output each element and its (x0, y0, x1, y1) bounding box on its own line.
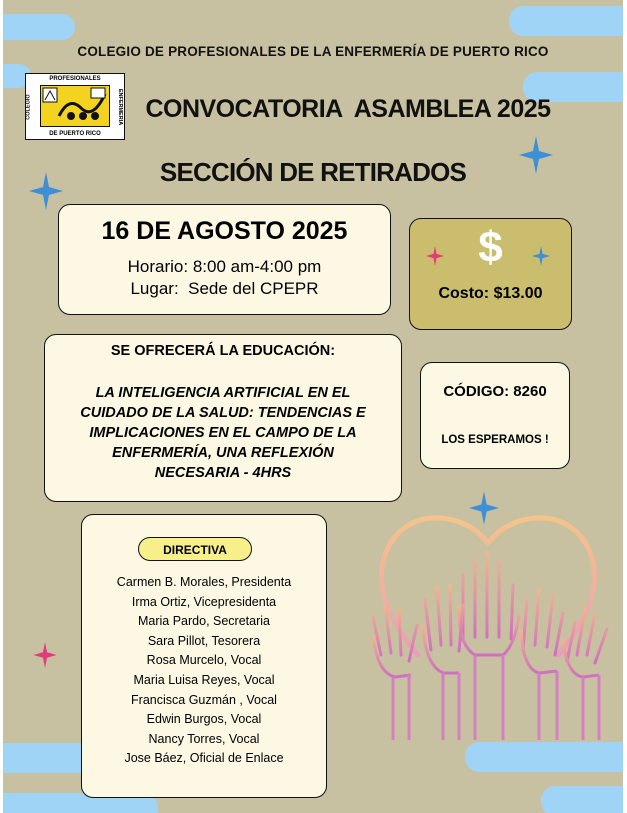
member-name: Carmen B. Morales, Presidenta (116, 575, 292, 589)
topic-line: ENFERMERÍA, UNA REFLEXIÓN (112, 445, 334, 461)
college-logo (25, 73, 125, 140)
code-box (420, 362, 570, 469)
directiva-badge: DIRECTIVA (138, 537, 252, 561)
cloud-decoration (509, 6, 623, 36)
cost-box (409, 218, 572, 330)
star-icon (519, 136, 553, 174)
topic-line: IMPLICACIONES EN EL CAMPO DE LA (89, 425, 357, 441)
member-name: Maria Pardo, Secretaria (137, 614, 270, 629)
member-name: Maria Luisa Reyes, Vocal (133, 672, 275, 687)
education-box (44, 334, 402, 502)
logo-emblem-icon (41, 86, 109, 126)
event-details-box (58, 204, 391, 315)
star-icon (29, 172, 63, 210)
dollar-icon: $ (478, 223, 503, 272)
topic-line: NECESARIA - 4HRS (154, 465, 292, 481)
cost-label: Costo: $13.00 (438, 285, 543, 302)
topic-line: CUIDADO DE LA SALUD: TENDENCIAS E (80, 405, 366, 421)
flyer (3, 0, 623, 813)
cloud-decoration (541, 786, 623, 813)
member-name: Rosa Murcelo, Vocal (146, 653, 262, 668)
star-icon (33, 642, 57, 668)
section-title: SECCIÓN DE RETIRADOS (159, 157, 467, 187)
directiva-members (82, 573, 326, 769)
event-date: 16 DE AGOSTO 2025 (101, 217, 348, 245)
logo-emblem (40, 85, 110, 127)
event-location: Lugar: Sede del CPEPR (130, 279, 319, 298)
directiva-box (81, 514, 327, 798)
cloud-decoration (3, 14, 75, 40)
topic-line: LA INTELIGENCIA ARTIFICIAL EN EL (95, 385, 351, 401)
member-name: Edwin Burgos, Vocal (146, 712, 262, 727)
member-name: Jose Báez, Oficial de Enlace (124, 751, 284, 766)
member-name: Nancy Torres, Vocal (148, 731, 260, 746)
education-topic (45, 383, 401, 483)
member-name: Sara Pillot, Tesorera (147, 633, 261, 648)
closing-greeting: LOS ESPERAMOS ! (441, 434, 549, 446)
page-title: CONVOCATORIA ASAMBLEA 2025 (145, 95, 551, 123)
logo-top-text: PROFESIONALES (49, 76, 101, 82)
member-name: Francisca Guzmán , Vocal (131, 692, 277, 707)
logo-right-text: ENFERMERIA (117, 88, 124, 126)
event-schedule: Horario: 8:00 am-4:00 pm (127, 257, 322, 276)
logo-left-text: COLEGIO (25, 94, 32, 120)
organization-name: COLEGIO DE PROFESIONALES DE LA ENFERMERÍA DE PUERTO RICO (77, 44, 549, 59)
heart-hands-illustration (363, 505, 623, 745)
cloud-decoration (465, 742, 623, 772)
logo-bottom-text: DE PUERTO RICO (49, 131, 101, 137)
member-name: Irma Ortiz, Vicepresidenta (131, 594, 277, 609)
course-code: CÓDIGO: 8260 (443, 383, 547, 400)
education-heading: SE OFRECERÁ LA EDUCACIÓN: (110, 343, 336, 359)
